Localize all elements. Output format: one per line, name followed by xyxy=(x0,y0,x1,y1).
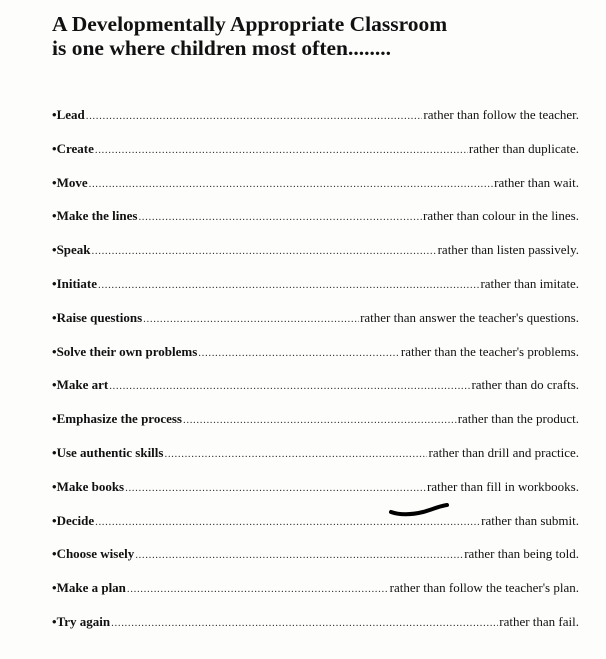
title-line-1: A Developmentally Appropriate Classroom xyxy=(52,12,448,36)
list-item xyxy=(52,206,579,240)
list-item xyxy=(52,173,579,207)
bullet: • xyxy=(52,174,57,190)
dot-leader xyxy=(109,376,470,396)
item-lead: Speak xyxy=(56,242,91,258)
item-lead: Solve their own problems xyxy=(56,343,198,359)
list-item xyxy=(52,511,579,545)
statement-list xyxy=(52,105,579,646)
dot-leader xyxy=(183,410,457,430)
dot-leader xyxy=(164,444,427,464)
bullet: • xyxy=(52,478,57,494)
dot-leader xyxy=(111,613,498,633)
item-lead: Make a plan xyxy=(56,580,126,596)
item-rest: rather than follow the teacher. xyxy=(423,107,579,122)
pen-mark xyxy=(389,500,449,520)
list-item xyxy=(52,342,579,376)
bullet: • xyxy=(52,275,57,291)
dot-leader xyxy=(98,275,479,295)
list-item xyxy=(52,139,579,173)
dot-leader xyxy=(143,309,359,329)
dot-leader xyxy=(125,478,426,498)
list-item xyxy=(52,477,579,511)
list-item xyxy=(52,105,579,139)
dot-leader xyxy=(127,579,389,599)
bullet: • xyxy=(52,343,57,359)
page-title xyxy=(52,12,447,60)
item-rest: rather than duplicate. xyxy=(468,140,579,156)
item-rest: rather than submit. xyxy=(481,512,579,528)
item-lead: Make the lines xyxy=(56,208,138,224)
bullet: • xyxy=(52,377,57,393)
list-item xyxy=(52,308,579,342)
item-lead: Choose wisely xyxy=(56,546,135,562)
item-lead: Move xyxy=(56,174,88,190)
item-lead: Initiate xyxy=(56,275,98,291)
bullet: • xyxy=(52,613,57,629)
item-lead: Decide xyxy=(56,512,95,528)
item-lead: Make art xyxy=(56,377,109,393)
list-item xyxy=(52,375,579,409)
list-item xyxy=(52,409,579,443)
bullet: • xyxy=(52,208,57,224)
dot-leader xyxy=(198,343,400,363)
item-lead: Emphasize the process xyxy=(56,411,182,427)
item-rest: rather than being told. xyxy=(464,546,579,562)
item-rest: rather than answer the teacher's questions. xyxy=(360,309,579,325)
title-line-2: is one where children most often........ xyxy=(52,36,392,60)
item-rest: rather than the product. xyxy=(457,411,579,427)
item-lead: Lead xyxy=(56,107,85,122)
bullet: • xyxy=(52,309,57,325)
bullet: • xyxy=(52,140,57,156)
item-rest: rather than imitate. xyxy=(480,275,579,291)
item-rest: rather than wait. xyxy=(494,174,579,190)
list-item xyxy=(52,274,579,308)
list-item xyxy=(52,443,579,477)
bullet: • xyxy=(52,411,57,427)
dot-leader xyxy=(95,140,468,160)
item-rest: rather than the teacher's problems. xyxy=(400,343,579,359)
bullet: • xyxy=(52,107,57,122)
item-rest: rather than fill in workbooks. xyxy=(427,478,579,494)
item-lead: Use authentic skills xyxy=(56,444,164,460)
list-item xyxy=(52,612,579,646)
pen-stroke xyxy=(391,505,447,514)
dot-leader xyxy=(89,174,494,194)
list-item xyxy=(52,240,579,274)
dot-leader xyxy=(86,106,423,126)
bullet: • xyxy=(52,444,57,460)
item-rest: rather than colour in the lines. xyxy=(423,208,579,224)
dot-leader xyxy=(138,207,422,227)
item-lead: Create xyxy=(56,140,94,156)
dot-leader xyxy=(92,241,437,261)
bullet: • xyxy=(52,242,57,258)
dot-leader xyxy=(135,545,463,565)
item-rest: rather than do crafts. xyxy=(471,377,579,393)
item-rest: rather than follow the teacher's plan. xyxy=(389,580,579,596)
bullet: • xyxy=(52,512,57,528)
item-rest: rather than drill and practice. xyxy=(428,444,579,460)
bullet: • xyxy=(52,546,57,562)
item-rest: rather than fail. xyxy=(499,613,579,629)
item-rest: rather than listen passively. xyxy=(437,242,579,258)
list-item xyxy=(52,544,579,578)
item-lead: Try again xyxy=(56,613,111,629)
item-lead: Raise questions xyxy=(56,309,143,325)
list-item xyxy=(52,578,579,612)
bullet: • xyxy=(52,580,57,596)
item-lead: Make books xyxy=(56,478,125,494)
